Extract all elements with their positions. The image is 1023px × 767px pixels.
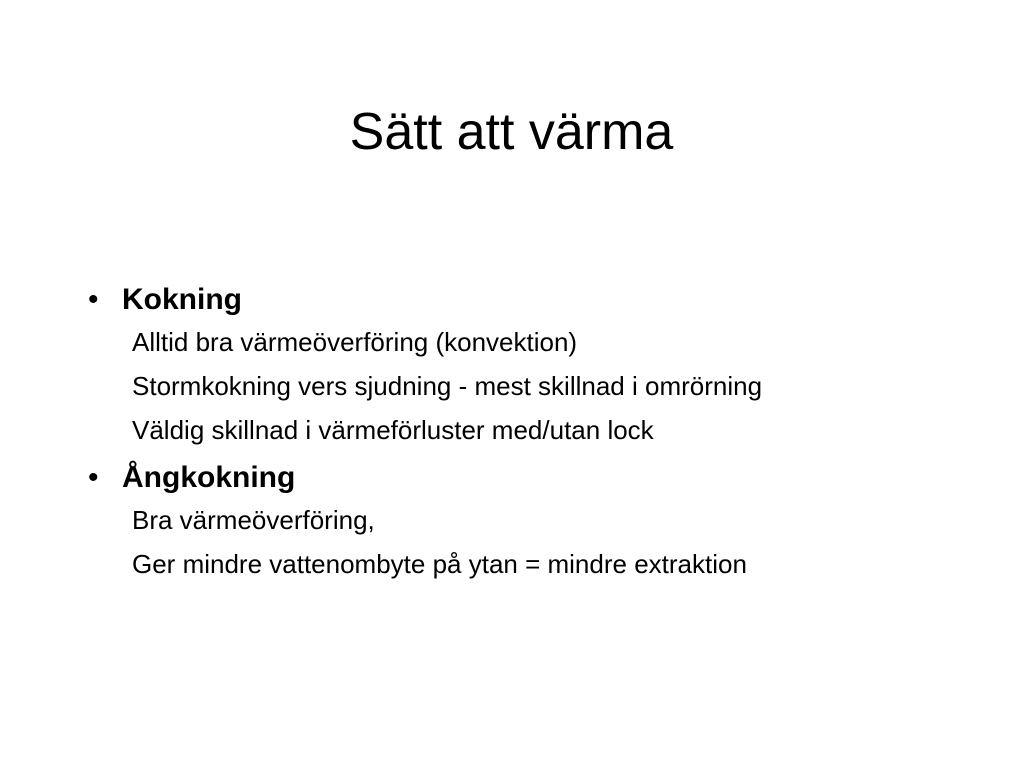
slide-title: Sätt att värma: [349, 103, 674, 161]
section-angkokning: [88, 458, 988, 586]
sub-item: Bra värmeöverföring,: [132, 505, 375, 535]
bullet-heading: [88, 280, 988, 320]
bullet-heading: [88, 458, 988, 498]
sub-item: Alltid bra värmeöverföring (konvektion): [132, 327, 578, 357]
sub-item: Ger mindre vattenombyte på ytan = mindre extraktion: [132, 549, 747, 579]
bullet-heading-text: Kokning: [122, 283, 242, 316]
bullet-icon: •: [88, 283, 99, 316]
slide-content: [88, 280, 988, 592]
bullet-icon: •: [88, 461, 99, 494]
sub-item: Stormkokning vers sjudning - mest skillnad i omrörning: [132, 371, 763, 401]
bullet-heading-text: Ångkokning: [122, 461, 296, 494]
section-kokning: [88, 280, 988, 452]
sub-item: Väldig skillnad i värmeförluster med/utan lock: [132, 415, 654, 445]
